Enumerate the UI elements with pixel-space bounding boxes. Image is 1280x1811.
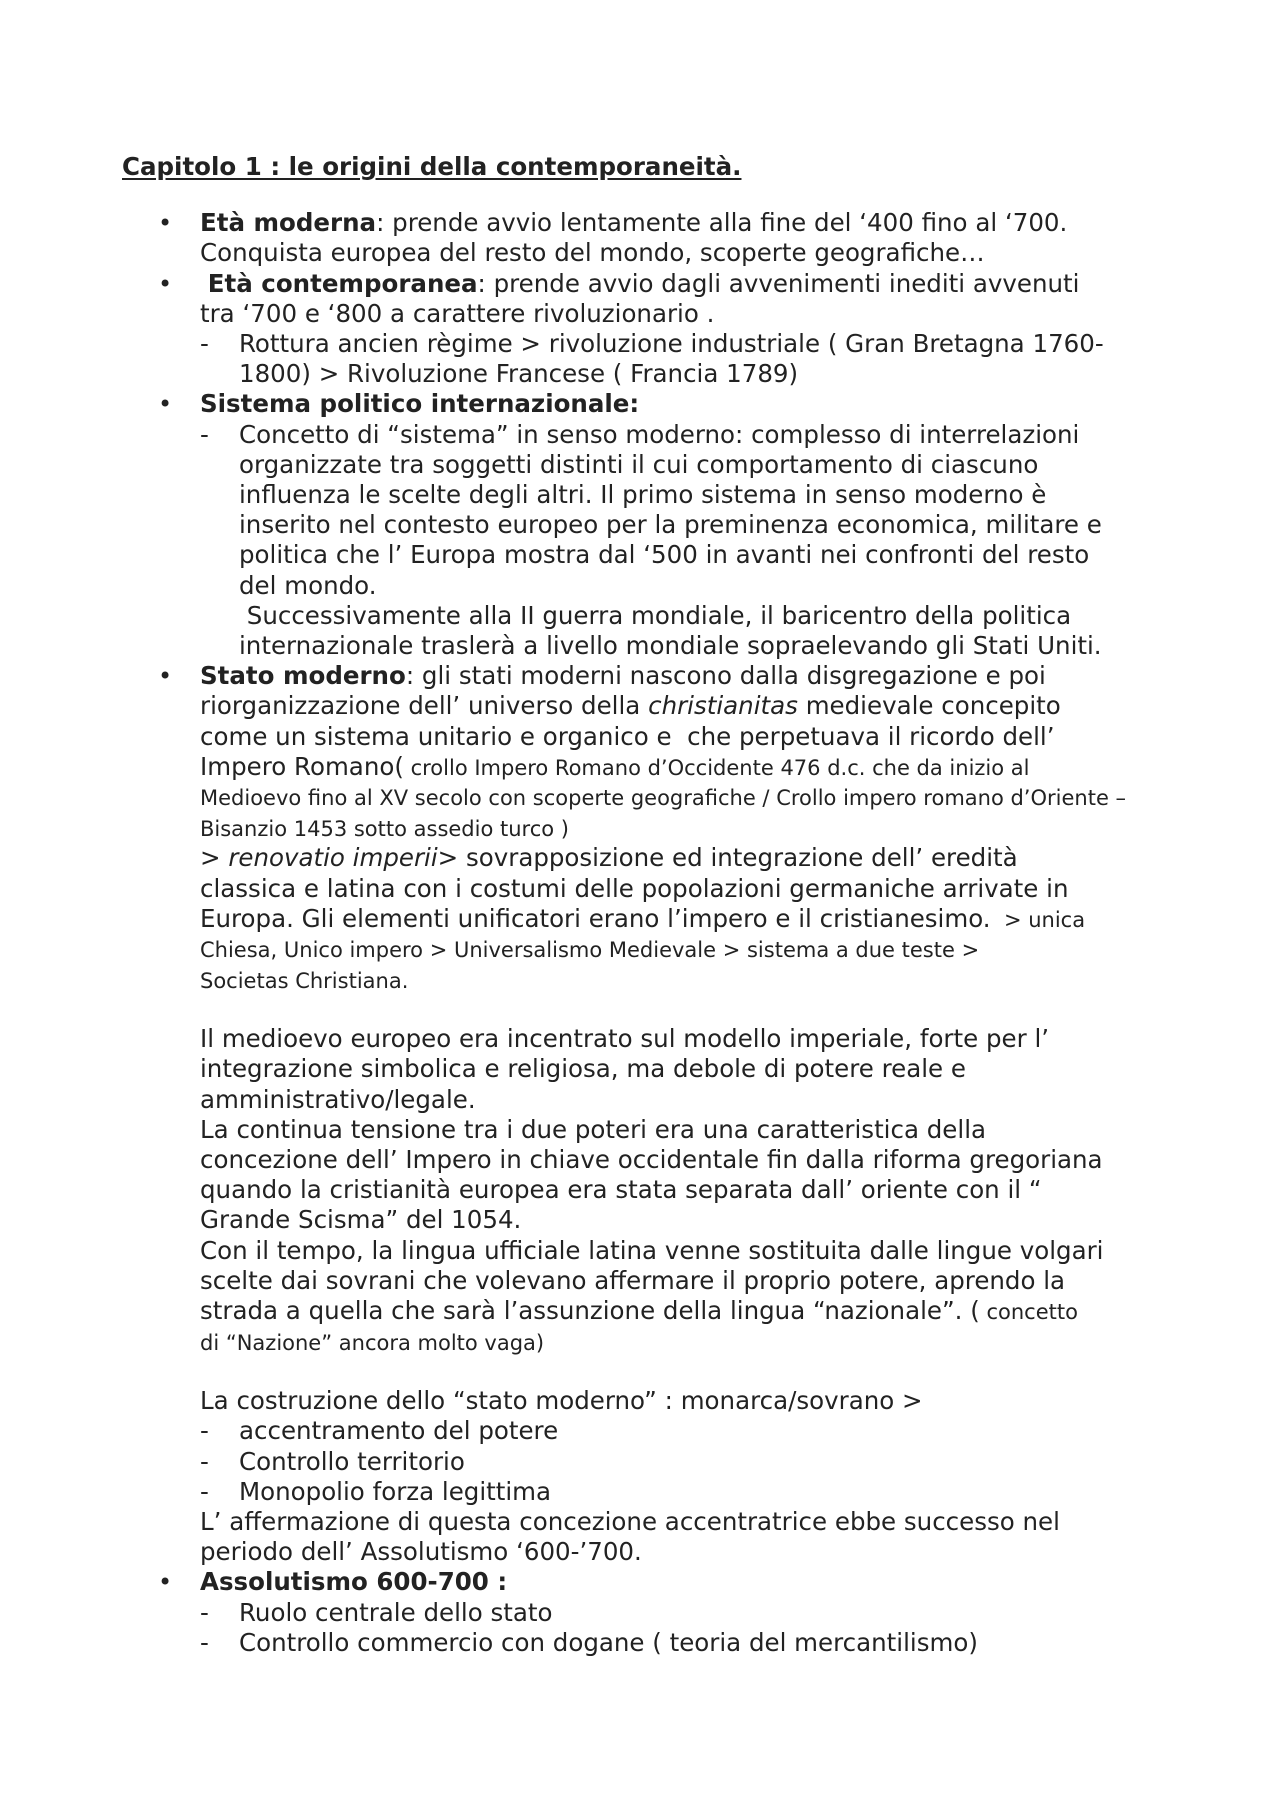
text-line: inserito nel contesto europeo per la preminenza economica, militare e [239, 510, 1102, 540]
text-line: La costruzione dello “stato moderno” : monarca/sovrano > [200, 1386, 923, 1416]
text-line: : prende avvio dagli avvenimenti inediti avvenuti [477, 268, 1080, 298]
text-line: concezione dell’ Impero in chiave occidentale fin dalla riforma gregoriana [200, 1145, 1103, 1175]
bullet-icon: • [158, 269, 173, 298]
text-line: politica che l’ Europa mostra dal ‘500 in avanti nei confronti del resto [239, 540, 1090, 570]
text-line: Il medioevo europeo era incentrato sul modello imperiale, forte per l’ [200, 1024, 1050, 1054]
bullet-icon: • [158, 390, 173, 419]
text-line: quando la cristianità europea era stata separata dall’ oriente con il “ [200, 1175, 1042, 1205]
dash-icon: - [200, 1416, 209, 1446]
text-line: Conquista europea del resto del mondo, scoperte geografiche… [200, 238, 985, 268]
note-text: Societas Christiana. [200, 968, 409, 993]
text-line: Grande Scisma” del 1054. [200, 1205, 522, 1235]
paragraph-medioevo [122, 1024, 1160, 1357]
text-line: Monopolio forza legittima [239, 1476, 552, 1506]
bullet-icon: • [158, 209, 173, 238]
dash-item-controllo-territorio [122, 1447, 1160, 1477]
text-line: influenza le scelte degli altri. Il primo sistema in senso moderno è [239, 480, 1047, 510]
text-line: : prende avvio lentamente alla fine del ‘400 fino al ‘700. [376, 208, 1068, 238]
text-line: Con il tempo, la lingua ufficiale latina venne sostituita dalle lingue volgari [200, 1235, 1104, 1265]
text-line: classica e latina con i costumi delle popolazioni germaniche arrivate in [200, 873, 1069, 903]
text-line: Concetto di “sistema” in senso moderno: complesso di interrelazioni [239, 419, 1080, 449]
text-line: Europa. Gli elementi unificatori erano l’impero e il cristianesimo. [200, 903, 991, 933]
dash-item-monopolio [122, 1477, 1160, 1507]
dash-icon: - [200, 1627, 209, 1657]
bullet-sistema-politico [122, 389, 1160, 419]
note-text: Chiesa, Unico impero > Universalismo Medievale > sistema a due teste > [200, 938, 980, 963]
term-stato-moderno: Stato moderno [200, 661, 406, 691]
chapter-title: Capitolo 1 : le origini della contemporaneità. [122, 152, 742, 181]
note-text: concetto [979, 1300, 1078, 1325]
note-text: Medioevo fino al XV secolo con scoperte geografiche / Crollo impero romano d’Oriente – [200, 786, 1127, 811]
dash-icon: - [200, 1597, 209, 1627]
text-line: Ruolo centrale dello stato [239, 1597, 553, 1627]
text-line: Rottura ancien règime > rivoluzione industriale ( Gran Bretagna 1760- [239, 329, 1104, 359]
paragraph-affermazione [122, 1507, 1160, 1567]
bullet-assolutismo [122, 1567, 1160, 1597]
dash-icon: - [200, 1446, 209, 1476]
text-line: Successivamente alla II guerra mondiale, il baricentro della politica [239, 600, 1072, 630]
text-line: strada a quella che sarà l’assunzione della lingua “nazionale”. ( [200, 1296, 980, 1326]
text-line: 1800) > Rivoluzione Francese ( Francia 1789) [239, 359, 799, 389]
term-renovatio-imperii: > renovatio imperii [200, 843, 438, 873]
dash-item-controllo-commercio [122, 1628, 1160, 1658]
dash-item-ruolo-stato [122, 1598, 1160, 1628]
dash-item-concetto-sistema [122, 420, 1160, 662]
note-text: di “Nazione” ancora molto vaga) [200, 1330, 545, 1355]
bullet-icon: • [158, 662, 173, 691]
text-line: riorganizzazione dell’ universo della [200, 691, 649, 721]
bullet-eta-contemporanea [122, 269, 1160, 329]
dash-item-rottura [122, 329, 1160, 389]
dash-icon: - [200, 1476, 209, 1506]
blank-line [122, 995, 1160, 1024]
text-line: > sovrapposizione ed integrazione dell’ eredità [437, 843, 1018, 873]
text-line: come un sistema unitario e organico e che perpetuava il ricordo dell’ [200, 721, 1055, 751]
text-line: tra ‘700 e ‘800 a carattere rivoluzionario . [200, 298, 715, 328]
note-text: Bisanzio 1453 sotto assedio turco ) [200, 816, 569, 841]
term-sistema-politico: Sistema politico internazionale: [200, 389, 640, 419]
term-christianitas: christianitas [648, 691, 798, 721]
note-text: > unica [990, 907, 1086, 932]
term-assolutismo: Assolutismo 600-700 : [200, 1567, 508, 1597]
bullet-icon: • [158, 1568, 173, 1597]
text-line: del mondo. [239, 570, 377, 600]
bullet-stato-moderno [122, 661, 1160, 995]
text-line: internazionale traslerà a livello mondiale sopraelevando gli Stati Uniti. [239, 631, 1102, 661]
blank-line [122, 1357, 1160, 1386]
text-line: Controllo commercio con dogane ( teoria del mercantilismo) [239, 1627, 978, 1657]
text-line: integrazione simbolica e religiosa, ma debole di potere reale e [200, 1054, 966, 1084]
text-line: accentramento del potere [239, 1416, 559, 1446]
bullet-eta-moderna [122, 208, 1160, 268]
note-text: crollo Impero Romano d’Occidente 476 d.c. che da inizio al [403, 755, 1030, 780]
term-eta-contemporanea: Età contemporanea [207, 268, 478, 298]
text-line: organizzate tra soggetti distinti il cui comportamento di ciascuno [239, 449, 1039, 479]
dash-item-accentramento [122, 1416, 1160, 1446]
text-line: L’ affermazione di questa concezione accentratrice ebbe successo nel [200, 1506, 1060, 1536]
text-line: Controllo territorio [239, 1446, 465, 1476]
dash-icon: - [200, 419, 209, 449]
text-line: periodo dell’ Assolutismo ‘600-’700. [200, 1537, 642, 1567]
text-line: amministrativo/legale. [200, 1084, 476, 1114]
paragraph-costruzione [122, 1386, 1160, 1416]
dash-icon: - [200, 329, 209, 359]
text-line: medievale concepito [797, 691, 1061, 721]
text-line: Impero Romano( [200, 751, 404, 781]
text-line: La continua tensione tra i due poteri era una caratteristica della [200, 1114, 987, 1144]
text-line: : gli stati moderni nascono dalla disgregazione e poi [405, 661, 1046, 691]
term-eta-moderna: Età moderna [200, 208, 377, 238]
text-line: scelte dai sovrani che volevano affermare il proprio potere, aprendo la [200, 1265, 1066, 1295]
